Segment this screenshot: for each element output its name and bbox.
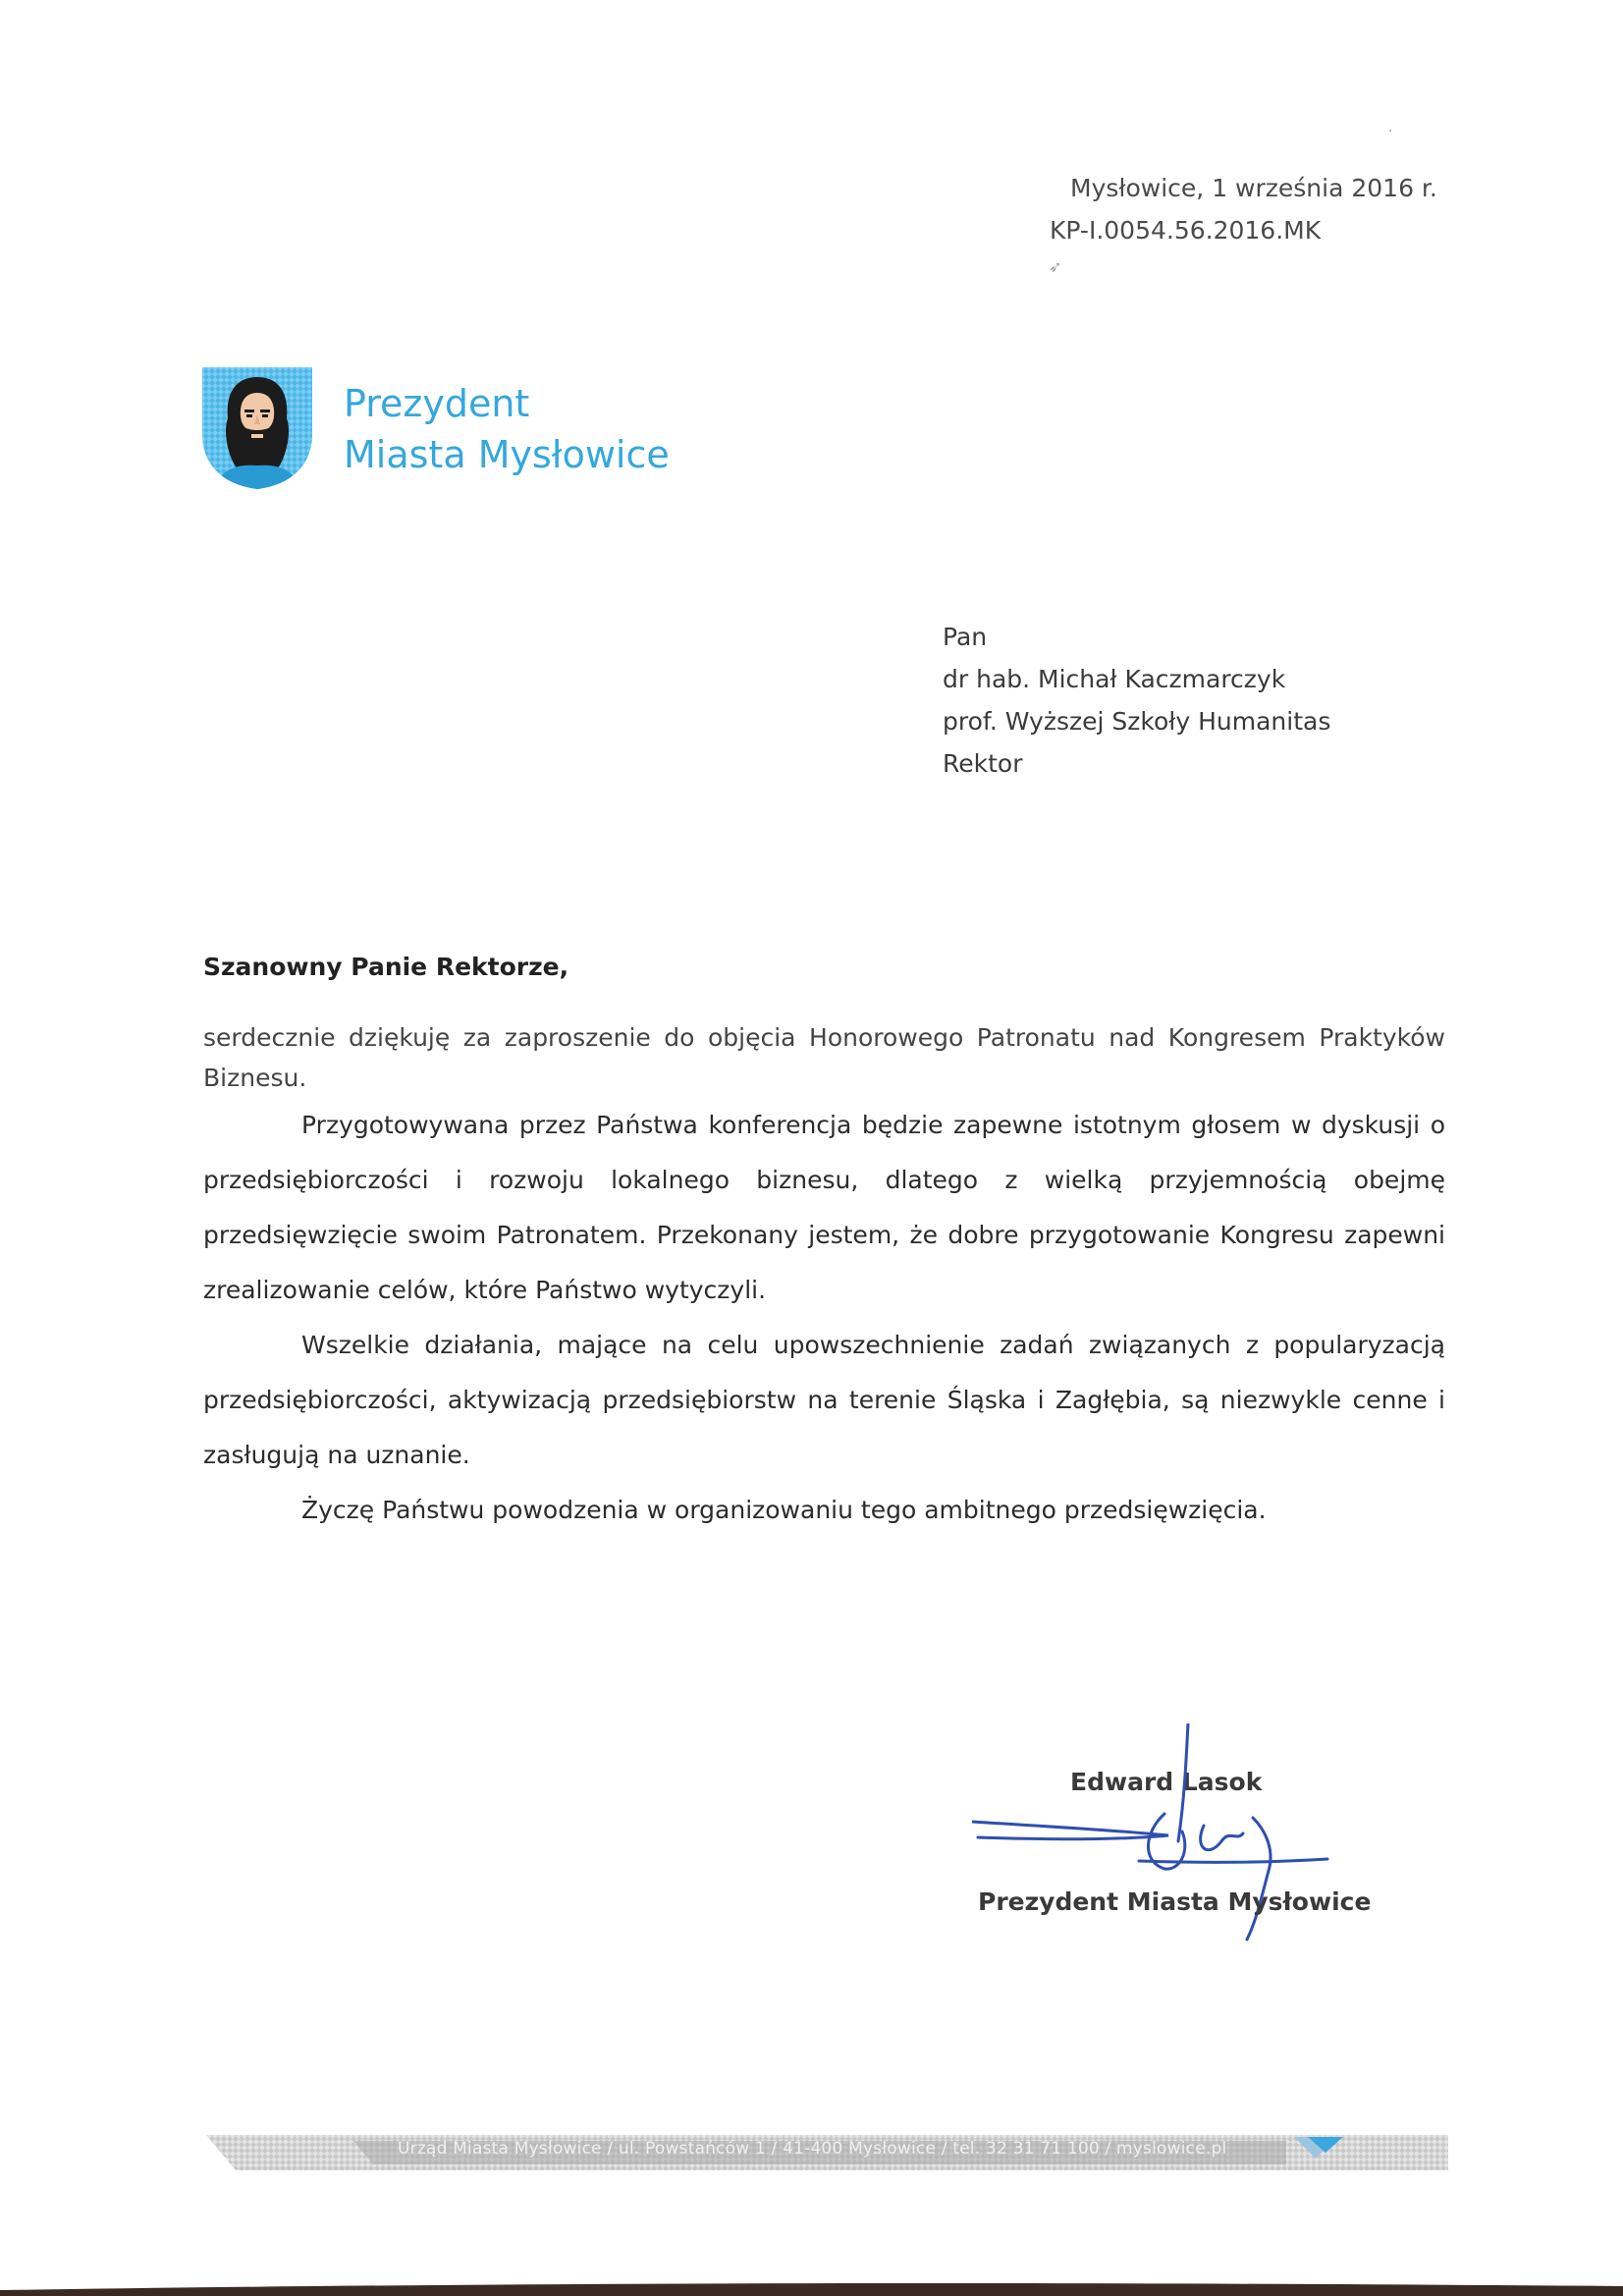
recipient-name: dr hab. Michał Kaczmarczyk bbox=[943, 665, 1286, 693]
recipient-salutation: Pan bbox=[943, 623, 988, 651]
recipient-affiliation: prof. Wyższej Szkoły Humanitas bbox=[943, 707, 1331, 736]
place-date: Mysłowice, 1 września 2016 r. bbox=[1070, 174, 1437, 202]
scan-mark: ➶ bbox=[1049, 257, 1062, 276]
body-paragraph: Wszelkie działania, mające na celu upowszechnienie zadań związanych z popularyzacją przedsiębiorczości, aktywizacją przedsiębiorstw na terenie Śląska i Zagłębia, są niezwykle cenne i zasługują na uznanie. bbox=[203, 1331, 1445, 1469]
letter-body bbox=[203, 1017, 1445, 1538]
signer-title: Prezydent Miasta Mysłowice bbox=[978, 1887, 1372, 1916]
scan-edge-shadow bbox=[0, 2276, 1623, 2296]
scan-mark: · bbox=[1388, 124, 1393, 139]
city-emblem-logo bbox=[200, 365, 314, 491]
recipient-address bbox=[943, 616, 1330, 785]
logo-line-2: Miasta Mysłowice bbox=[344, 433, 670, 476]
footer-contact: Urząd Miasta Mysłowice / ul. Powstańców 1 / 41-400 Mysłowice / tel. 32 31 71 100 / myslowice.pl bbox=[398, 2139, 1227, 2159]
letter-greeting: Szanowny Panie Rektorze, bbox=[203, 953, 569, 981]
date-reference-block bbox=[1050, 167, 1437, 251]
body-paragraph: serdecznie dziękuję za zaproszenie do objęcia Honorowego Patronatu nad Kongresem Praktyków Biznesu. bbox=[203, 1023, 1445, 1092]
body-paragraph: Życzę Państwu powodzenia w organizowaniu tego ambitnego przedsięwzięcia. bbox=[301, 1496, 1267, 1524]
reference-number: KP-I.0054.56.2016.MK bbox=[1050, 216, 1322, 245]
body-paragraph: Przygotowywana przez Państwa konferencja będzie zapewne istotnym głosem w dyskusji o przedsiębiorczości i rozwoju lokalnego biznesu, dlatego z wielką przyjemnością obejmę przedsięwzięcie swoim Patronatem. Przekonany jestem, że dobre przygotowanie Kongresu zapewni zrealizowanie celów, które Państwo wytyczyli. bbox=[203, 1111, 1445, 1304]
logo-line-1: Prezydent bbox=[344, 382, 530, 425]
signer-name: Edward Lasok bbox=[1070, 1768, 1263, 1796]
logo-wordmark bbox=[344, 378, 670, 480]
recipient-position: Rektor bbox=[943, 749, 1023, 778]
